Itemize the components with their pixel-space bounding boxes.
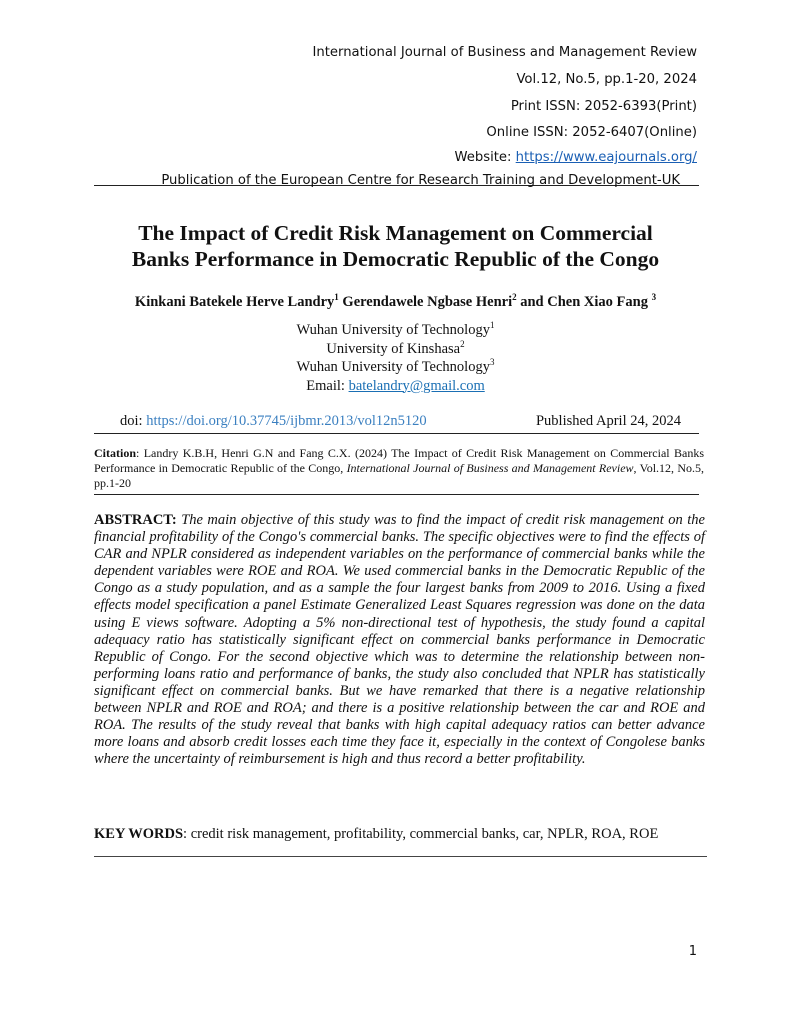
author-1-sup: 1 <box>334 292 339 303</box>
website-label: Website: <box>454 150 516 165</box>
affiliation-1-text: Wuhan University of Technology <box>296 322 490 338</box>
citation-volume: , Vol.12, No.5, pp.1-20 <box>94 461 704 491</box>
affiliation-1 <box>0 321 791 340</box>
email-line <box>0 377 791 396</box>
affiliation-3-sup: 3 <box>489 357 495 368</box>
author-3: and Chen Xiao Fang <box>516 294 652 310</box>
publisher-line: Publication of the European Centre for Research Training and Development-UK <box>161 173 680 188</box>
affiliation-3-text: Wuhan University of Technology <box>296 359 490 375</box>
citation <box>94 446 704 492</box>
authors <box>0 294 791 311</box>
keywords-text: : credit risk management, profitability, commercial banks, car, NPLR, ROA, ROE <box>183 826 659 842</box>
affiliation-2 <box>0 340 791 359</box>
citation-divider <box>94 494 699 495</box>
author-3-sup: 3 <box>651 292 657 303</box>
paper-title <box>60 220 731 272</box>
affiliation-2-text: University of Kinshasa <box>326 340 461 357</box>
affiliation-1-sup: 1 <box>489 320 495 331</box>
website-link[interactable]: https://www.eajournals.org/ <box>515 150 697 165</box>
keywords-label: KEY WORDS <box>94 826 184 842</box>
citation-text: : Landry K.B.H, Henri G.N and Fang C.X. (2024) The Impact of Credit Risk Management on Commercial Banks Performance in Democratic Republic of the Congo, <box>94 446 704 476</box>
abstract <box>94 512 705 768</box>
online-issn: Online ISSN: 2052-6407(Online) <box>486 125 697 140</box>
doi-line <box>120 413 427 430</box>
affiliation-3 <box>0 358 791 377</box>
volume-info: Vol.12, No.5, pp.1-20, 2024 <box>516 72 697 87</box>
keywords <box>94 826 658 843</box>
page-number: 1 <box>688 944 697 959</box>
doi-link[interactable]: https://doi.org/10.37745/ijbmr.2013/vol12n5120 <box>146 413 427 429</box>
author-2: Gerendawele Ngbase Henri <box>338 294 513 310</box>
author-1: Kinkani Batekele Herve Landry <box>134 294 335 310</box>
citation-label: Citation <box>94 446 136 460</box>
doi-label: doi: <box>120 413 147 429</box>
title-line-2: Banks Performance in Democratic Republic of the Congo <box>131 247 660 271</box>
abstract-text: The main objective of this study was to find the impact of credit risk management on the financial profitability of the Congo's commercial banks. The specific objectives were to find the effects of CAR and NPLR considered as independent variables on the performance of commercial banks while the dependent variables were ROE and ROA. We used commercial banks in the Democratic Republic of the Congo as a study population, and as a sample the four largest banks from 2009 to 2016. Using a fixed effects model specification a panel Estimate Generalized Least Squares regression was done on the data using E views software. Adopting a 5% non-directional test of hypothesis, the study found a capital adequacy ratio has statistically significant effect on commercial banks performance in Democratic Republic of Congo. For the second objective which was to determine the relationship between non-performing loans ratio and performance of banks, the study also concluded that NPLR has statistically significant effect on commercial banks. But we have remarked that there is a negative relationship between NPLR and ROE and ROA; and there is a positive relationship between the car and ROE and ROA. The results of the study reveal that banks with high capital adequacy ratios can better advance more loans and absorb credit losses each time they face it, especially in the context of Congolese banks where the uncertainty of reimbursement is high and thus record a better profitability. <box>94 512 705 768</box>
email-label: Email: <box>306 377 349 394</box>
keywords-divider <box>94 856 707 857</box>
author-2-sup: 2 <box>512 292 517 303</box>
journal-name: International Journal of Business and Management Review <box>312 45 697 60</box>
print-issn: Print ISSN: 2052-6393(Print) <box>510 99 697 114</box>
affiliation-2-sup: 2 <box>460 338 465 349</box>
title-line-1: The Impact of Credit Risk Management on Commercial <box>138 221 653 245</box>
published-date: Published April 24, 2024 <box>535 413 681 429</box>
website-line <box>454 150 697 165</box>
email-link[interactable]: batelandry@gmail.com <box>348 377 485 394</box>
abstract-label: ABSTRACT: <box>94 512 177 528</box>
citation-journal: International Journal of Business and Management Review <box>346 461 634 476</box>
doi-divider <box>94 433 699 434</box>
